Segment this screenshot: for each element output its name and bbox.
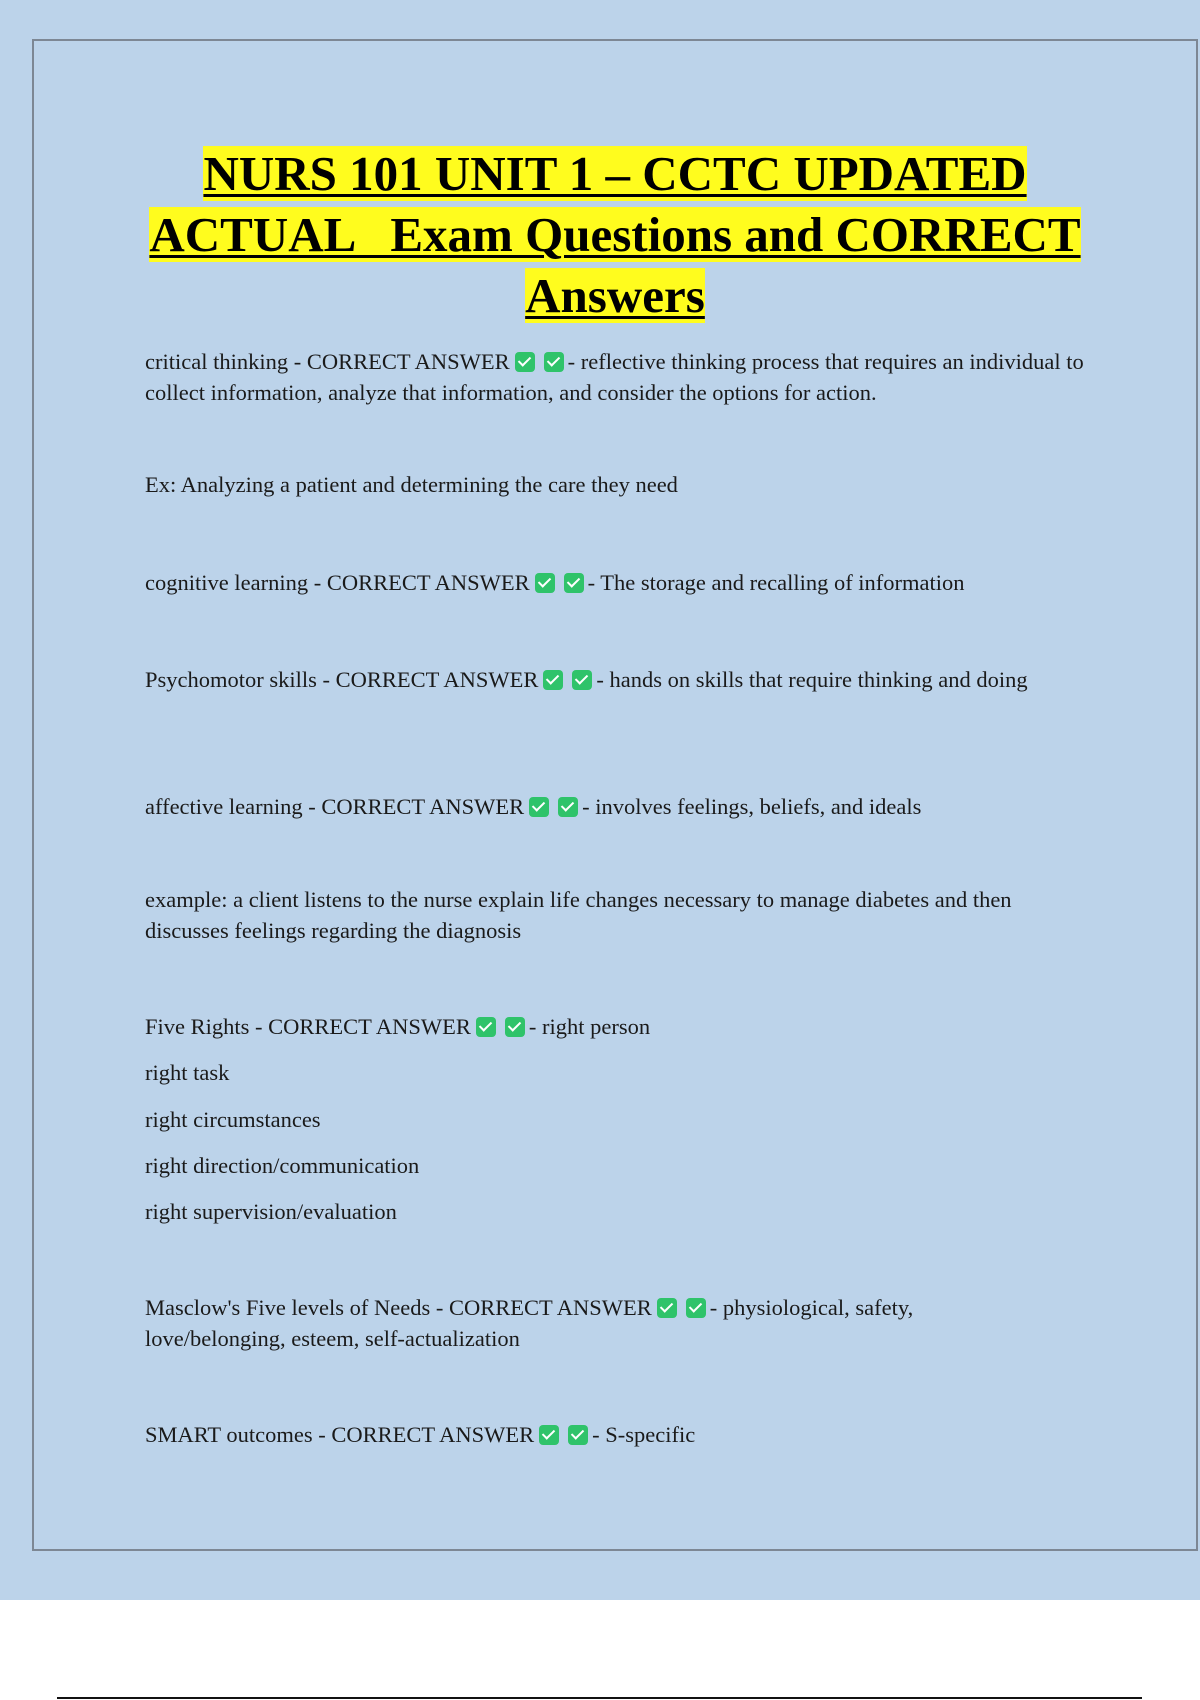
green-check-icon xyxy=(572,670,592,690)
title-line-1: NURS 101 UNIT 1 – CCTC UPDATED xyxy=(203,146,1027,201)
qa-entry-affective-learning: affective learning - CORRECT ANSWER - involves feelings, beliefs, and ideals xyxy=(145,794,922,819)
definition: The storage and recalling of information xyxy=(600,570,965,595)
qa-entry-psychomotor-skills: Psychomotor skills - CORRECT ANSWER - hands on skills that require thinking and doing xyxy=(145,667,1028,692)
qa-entry-maslow-needs: Masclow's Five levels of Needs - CORRECT ANSWER - physiological, safety, love/belonging, esteem, self-actualization xyxy=(145,1295,914,1351)
term: cognitive learning xyxy=(145,570,309,595)
title-line-3: Answers xyxy=(525,268,705,323)
green-check-icon xyxy=(535,573,555,593)
answer-marker: CORRECT ANSWER xyxy=(306,349,510,374)
green-check-icon xyxy=(558,797,578,817)
answer-marker: CORRECT ANSWER xyxy=(449,1295,652,1320)
green-check-icon xyxy=(515,352,535,372)
term: Masclow's Five levels of Needs xyxy=(145,1295,431,1320)
five-rights-list-item: right supervision/evaluation xyxy=(145,1199,397,1224)
definition: involves feelings, beliefs, and ideals xyxy=(595,794,922,819)
qa-entry-critical-thinking: critical thinking - CORRECT ANSWER - reflective thinking process that requires an individual to collect information, analyze that information, and consider the options for action. xyxy=(145,349,1084,405)
five-rights-list-item: right direction/communication xyxy=(145,1153,420,1178)
answer-marker: CORRECT ANSWER xyxy=(321,794,525,819)
definition: right person xyxy=(542,1014,651,1039)
definition: reflective thinking process that requires an individual to collect information, analyze that information, and consider the options for action. xyxy=(145,349,1084,405)
answer-marker: CORRECT ANSWER xyxy=(268,1014,471,1039)
green-check-icon xyxy=(568,1425,588,1445)
qa-entry-cognitive-learning: cognitive learning - CORRECT ANSWER - The storage and recalling of information xyxy=(145,570,965,595)
definition: S-specific xyxy=(605,1422,696,1447)
five-rights-list-item: right task xyxy=(145,1060,230,1085)
qa-note-example xyxy=(145,469,1085,500)
green-check-icon xyxy=(657,1298,677,1318)
term: Psychomotor skills xyxy=(145,667,317,692)
green-check-icon xyxy=(529,797,549,817)
green-check-icon xyxy=(686,1298,706,1318)
five-rights-list-item: right circumstances xyxy=(145,1107,321,1132)
definition: hands on skills that require thinking and doing xyxy=(609,667,1028,692)
definition: physiological, safety, love/belonging, esteem, self-actualization xyxy=(145,1295,914,1351)
qa-entry-five-rights: Five Rights - CORRECT ANSWER - right person xyxy=(145,1014,651,1039)
answer-marker: CORRECT ANSWER xyxy=(326,570,530,595)
qa-entry-smart-outcomes: SMART outcomes - CORRECT ANSWER - S-specific xyxy=(145,1422,696,1447)
term: critical thinking xyxy=(145,349,289,374)
note-text: Ex: Analyzing a patient and determining the care they need xyxy=(145,472,678,497)
answer-marker: CORRECT ANSWER xyxy=(335,667,539,692)
green-check-icon xyxy=(544,352,564,372)
green-check-icon xyxy=(539,1425,559,1445)
footer-divider xyxy=(57,1697,1142,1699)
green-check-icon xyxy=(505,1017,525,1037)
title-line-2: ACTUAL Exam Questions and CORRECT xyxy=(149,207,1081,262)
qa-note-affective-example xyxy=(145,884,1085,946)
document-title xyxy=(60,143,1170,326)
answer-marker: CORRECT ANSWER xyxy=(331,1422,535,1447)
green-check-icon xyxy=(476,1017,496,1037)
note-text: example: a client listens to the nurse explain life changes necessary to manage diabetes and then discusses feelings regarding the diagnosis xyxy=(145,887,1012,943)
term: Five Rights xyxy=(145,1014,250,1039)
term: SMART outcomes xyxy=(145,1422,313,1447)
green-check-icon xyxy=(543,670,563,690)
term: affective learning xyxy=(145,794,303,819)
green-check-icon xyxy=(564,573,584,593)
